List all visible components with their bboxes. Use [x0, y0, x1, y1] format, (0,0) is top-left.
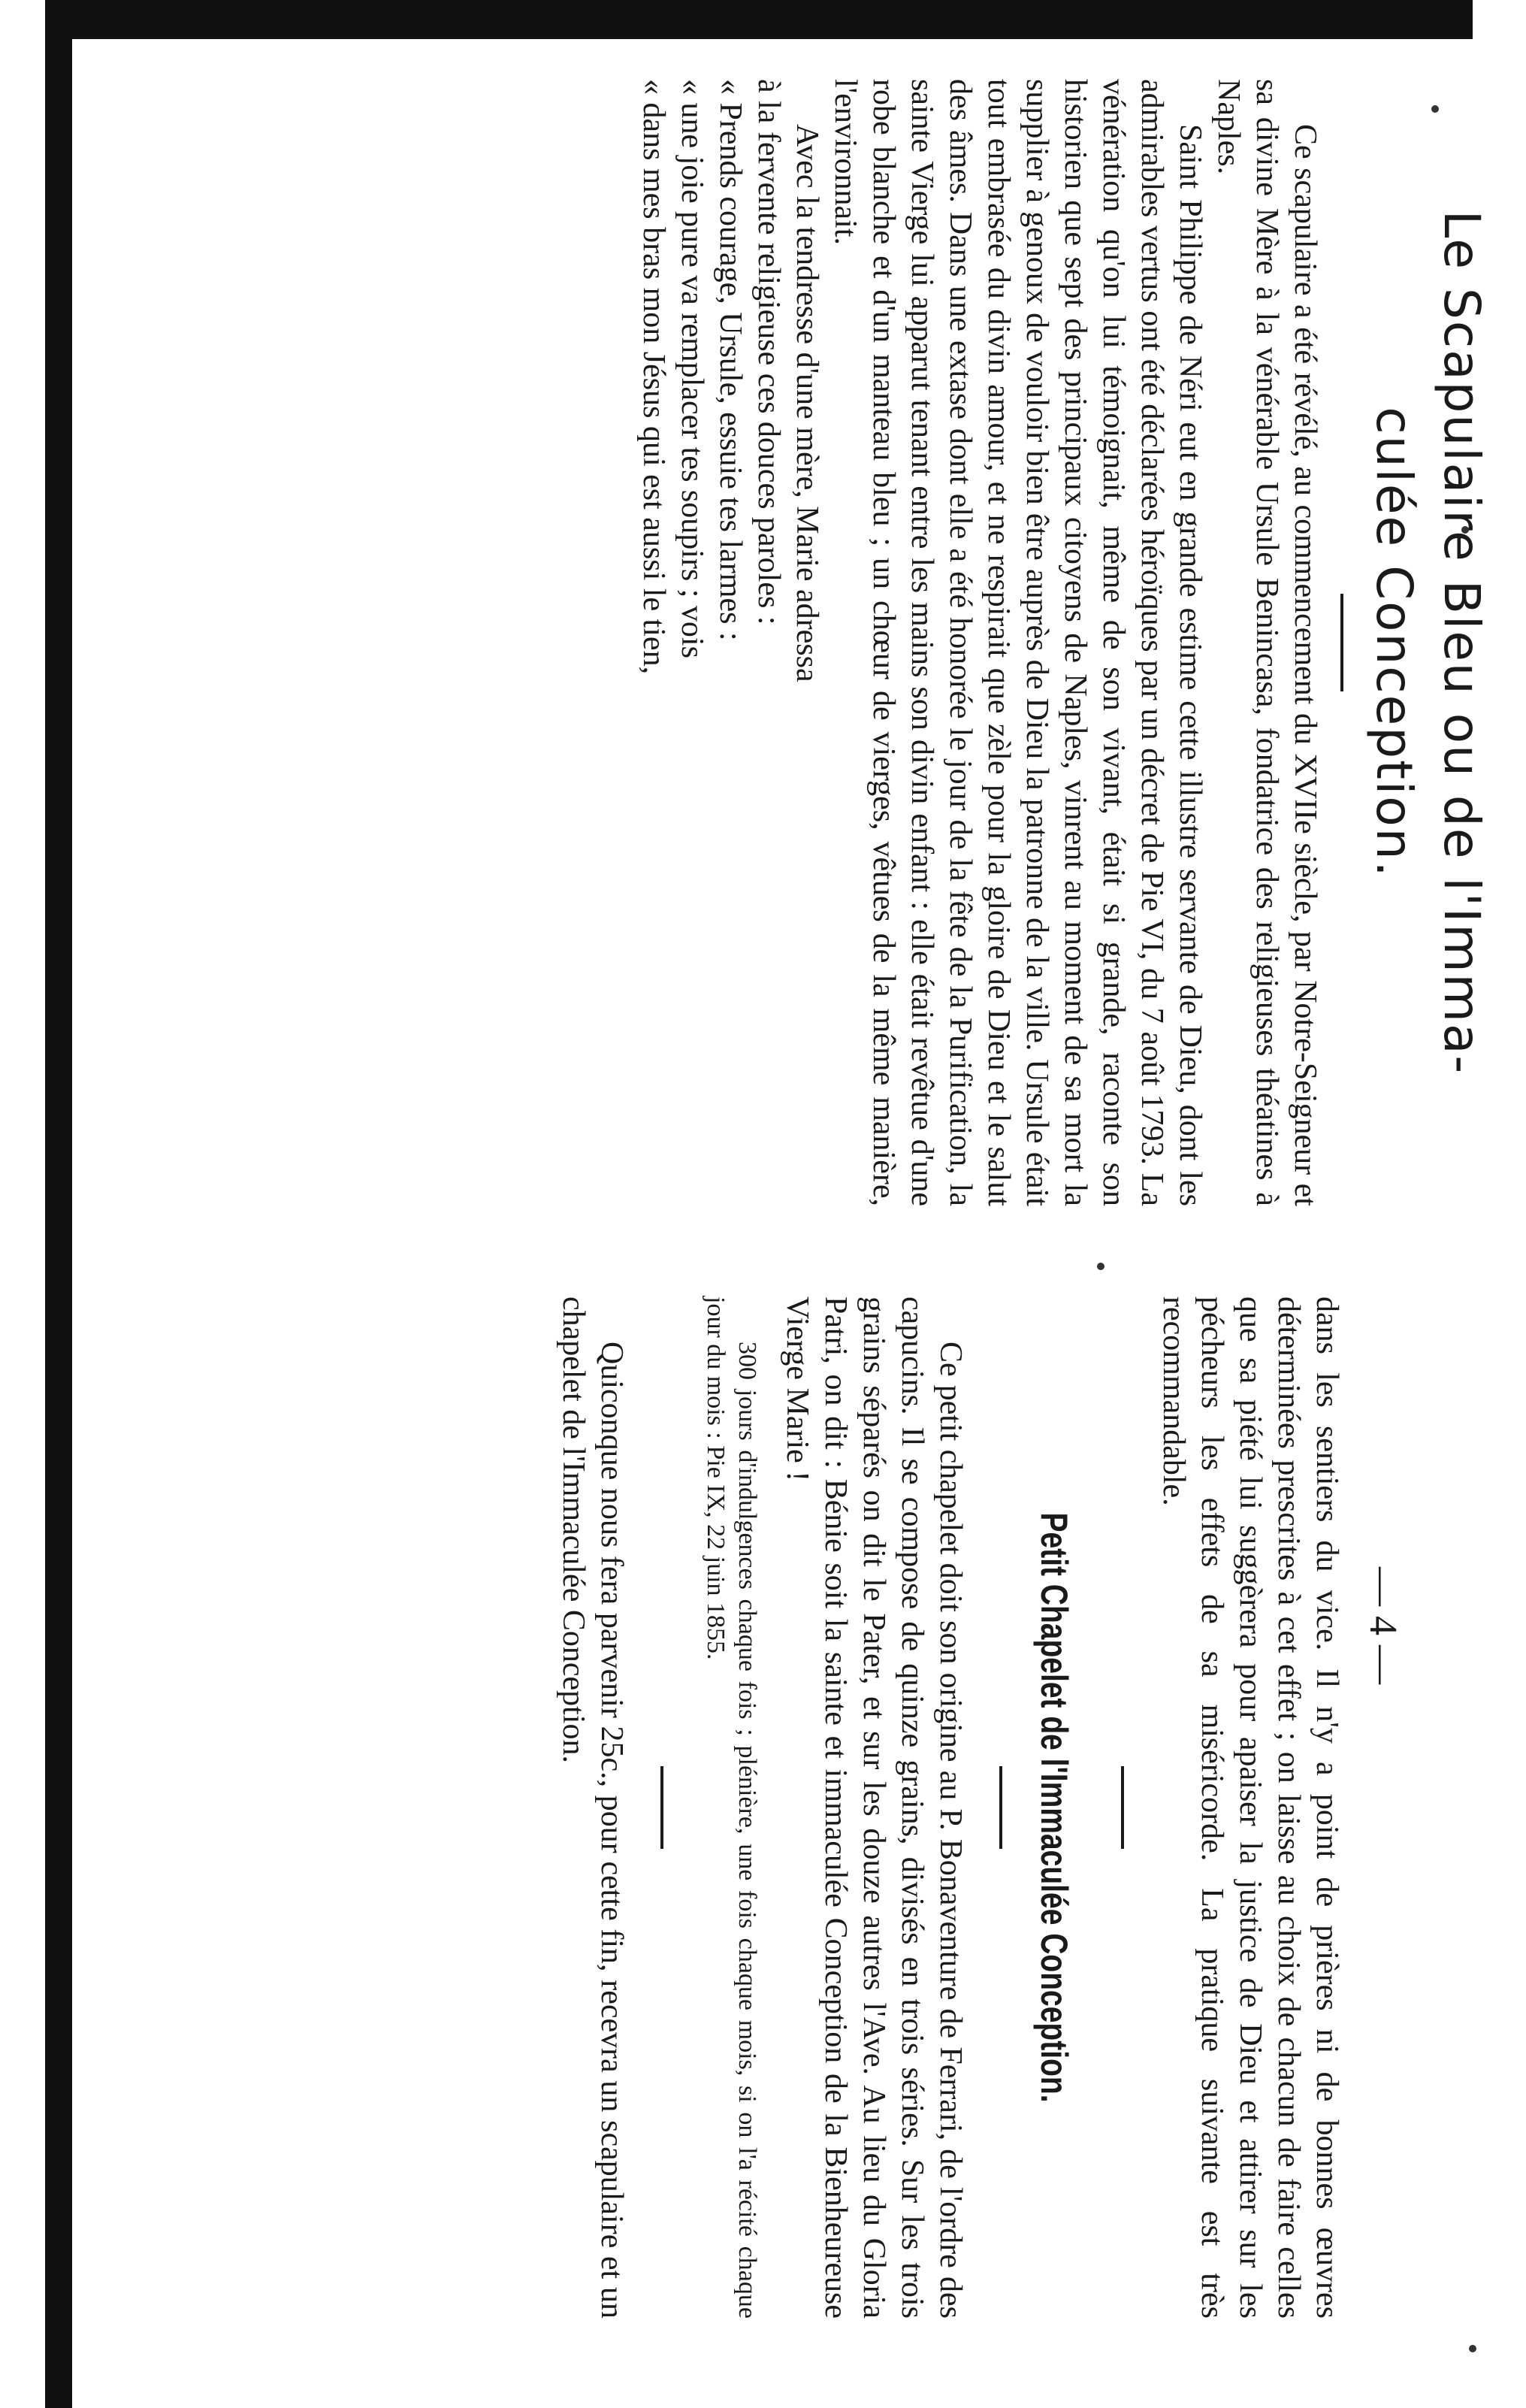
title-divider [1340, 594, 1343, 691]
scapular-paragraph-2: Saint Philippe de Néri eut en grande estime cette illustre servante de Dieu, dont les admirables vertus ont été déclarées héroïques par un décret de Pie VI, du 7 août 1793. La vénération qu'on lui témoignait, même de son vivant, était si grande, raconte son historien que sept des principaux citoyens de Naples, vinrent au moment de sa mort la supplier à genoux de vouloir bien être auprès de Dieu la patronne de la ville. Ursule était tout embrasée du divin amour, et ne respirait que zèle pour la gloire de Dieu et le salut des âmes. Dans une extase dont elle a été honorée le jour de la fête de la Purification, la sainte Vierge lui apparut tenant entre les mains son divin enfant : elle était revêtue d'une robe blanche et d'un manteau bleu ; un chœur de vierges, vêtues de la même manière, l'environnait. [828, 79, 1207, 1206]
paragraph-3-line: « Prends courage, Ursule, essuie tes larmes : [713, 79, 748, 641]
scapular-title-line1: Le Scapulaire Bleu ou de l'Imma- [1433, 210, 1491, 1075]
section-divider [1121, 1766, 1124, 1849]
chaplet-title: Petit Chapelet de l'Immaculée Conception. [1033, 1512, 1075, 2103]
paragraph-3-line: Avec la tendresse d'une mère, Marie adressa [790, 124, 824, 682]
closing-divider [660, 1766, 663, 1849]
scan-border-left [45, 0, 72, 2408]
chaplet-paragraph: Ce petit chapelet doit son origine au P. Bonaventure de Ferrari, de l'ordre des capucins. Il se compose de quinze grains, divisés en trois séries. Sur les trois grains séparés on dit le Pater, et sur les douze autres l'Ave. Au lieu du Gloria Patri, on dit : Bénie soit la sainte et immaculée Conception de la Bienheureuse Vierge Marie ! [780, 1296, 968, 2319]
rotated-book-page [158, 79, 1495, 2319]
left-column [158, 1296, 1495, 2319]
scapular-paragraph-1: Ce scapulaire a été révélé, au commencement du XVIIe siècle, par Notre-Seigneur et sa divine Mère à la vénérable Ursule Benincasa, fondatrice des religieuses théatines à Naples. [1211, 79, 1322, 1206]
chaplet-title-divider [999, 1766, 1002, 1849]
intro-paragraph: dans les sentiers du vice. Il n'y a point de prières ni de bonnes œuvres déterminées prescrites à cet effet ; on laisse au choix de chacun de faire celles que sa piété lui suggèrera pour apaiser la justice de Dieu et attirer sur les pécheurs les effets de sa miséricorde. La pratique suivante est très recommandable. [1156, 1296, 1344, 2319]
paragraph-3-line: « dans mes bras mon Jésus qui est aussi le tien, [636, 79, 671, 675]
paragraph-3-line: à la fervente religieuse ces douces paroles : [751, 79, 786, 625]
right-column [158, 79, 1495, 1206]
scapular-title-line2: culée Conception. [1365, 407, 1423, 879]
scan-speck [1469, 2345, 1476, 2352]
scapular-paragraph-3 [634, 79, 826, 1206]
page-number: — 4 — [1361, 1567, 1404, 1684]
scan-border-top [45, 0, 1473, 39]
indulgence-note: 300 jours d'indulgences chaque fois ; plénière, une fois chaque mois, si on l'a récité chaque jour du mois : Pie IX, 22 juin 1855. [702, 1296, 761, 2319]
closing-paragraph: Quiconque nous fera parvenir 25c., pour cette fin, recevra un scapulaire et un chapelet de l'Immaculée Conception. [556, 1296, 629, 2319]
paragraph-3-line: « une joie pure va remplacer tes soupirs ; vois [675, 79, 709, 658]
